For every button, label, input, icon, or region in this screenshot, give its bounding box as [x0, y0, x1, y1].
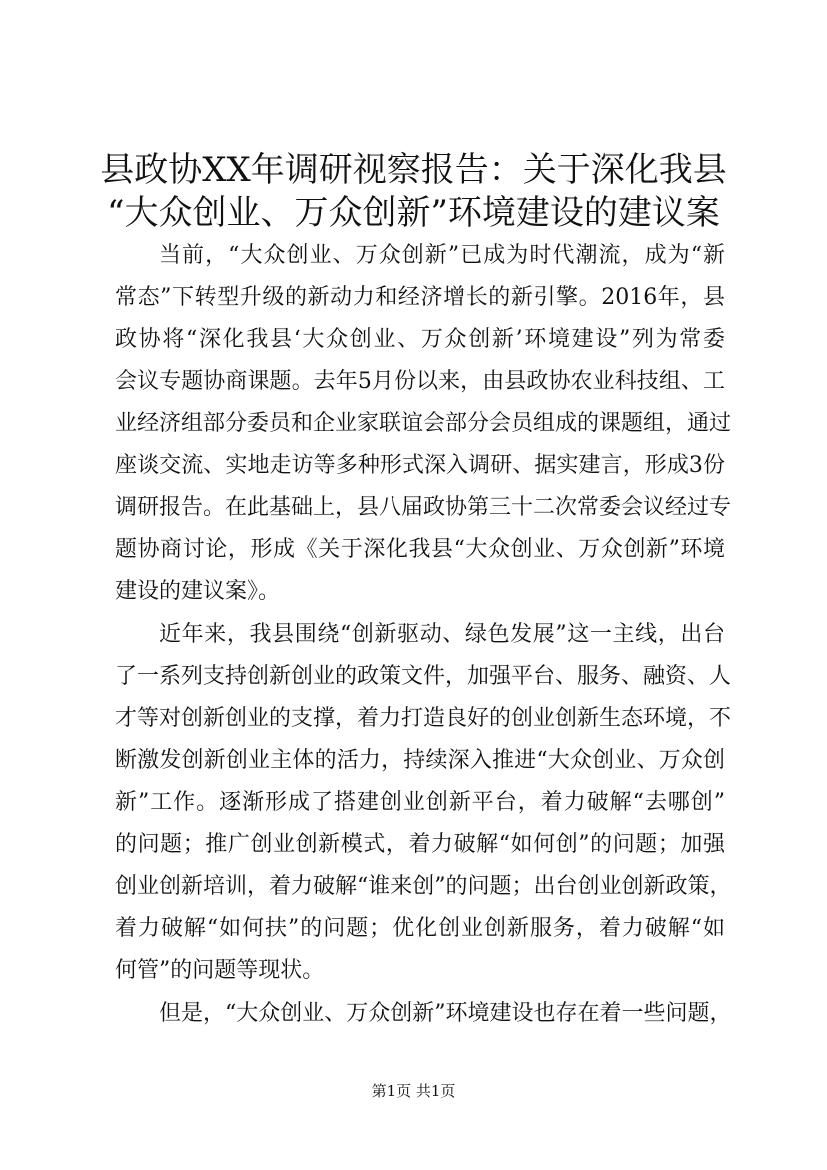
paragraph-2-line: 创业创新培训，着力破解“谁来创”的问题；出台创业创新政策， — [115, 874, 732, 899]
paragraph-2-line: 何管”的问题等现状。 — [115, 958, 325, 983]
paragraph-1-line: 调研报告。在此基础上，县八届政协第三十二次常委会议经过专 — [115, 495, 732, 520]
paragraph-1-line: 当前，“大众创业、万众创新”已成为时代潮流，成为“新 — [159, 243, 725, 268]
paragraph-2-line: 了一系列支持创新创业的政策文件，加强平台、服务、融资、人 — [115, 664, 732, 689]
paragraph-1-line: 会议专题协商课题。去年5月份以来，由县政协农业科技组、工 — [115, 369, 725, 394]
paragraph-1-line: 题协商讨论，形成《关于深化我县“大众创业、万众创新”环境 — [115, 537, 725, 562]
paragraph-1-line: 业经济组部分委员和企业家联谊会部分会员组成的课题组，通过 — [115, 411, 732, 436]
paragraph-2-line: 近年来，我县围绕“创新驱动、绿色发展”这一主线，出台 — [159, 622, 725, 647]
document-title-line-2: “大众创业、万众创新”环境建设的建议案 — [107, 193, 720, 233]
paragraph-3-line: 但是，“大众创业、万众创新”环境建设也存在着一些问题， — [159, 1001, 732, 1026]
paragraph-1-line: 政协将“深化我县‘大众创业、万众创新’环境建设”列为常委 — [115, 327, 725, 352]
paragraph-2-line: 新”工作。逐渐形成了搭建创业创新平台，着力破解“去哪创” — [115, 790, 725, 815]
paragraph-2-line: 才等对创新创业的支撑，着力打造良好的创业创新生态环境，不 — [115, 706, 732, 731]
page-number-footer: 第1页 共1页 — [371, 1082, 456, 1100]
paragraph-2-line: 着力破解“如何扶”的问题；优化创业创新服务，着力破解“如 — [115, 916, 725, 941]
paragraph-1-line: 建设的建议案》。 — [115, 579, 281, 604]
paragraph-2-line: 断激发创新创业主体的活力，持续深入推进“大众创业、万众创 — [115, 748, 725, 773]
paragraph-1-line: 座谈交流、实地走访等多种形式深入调研、据实建言，形成3份 — [115, 453, 725, 478]
document-title-line-1: 县政协XX年调研视察报告：关于深化我县 — [100, 150, 727, 190]
paragraph-1-line: 常态”下转型升级的新动力和经济增长的新引擎。2016年，县 — [115, 285, 725, 310]
paragraph-2-line: 的问题；推广创业创新模式，着力破解“如何创”的问题；加强 — [115, 832, 725, 857]
